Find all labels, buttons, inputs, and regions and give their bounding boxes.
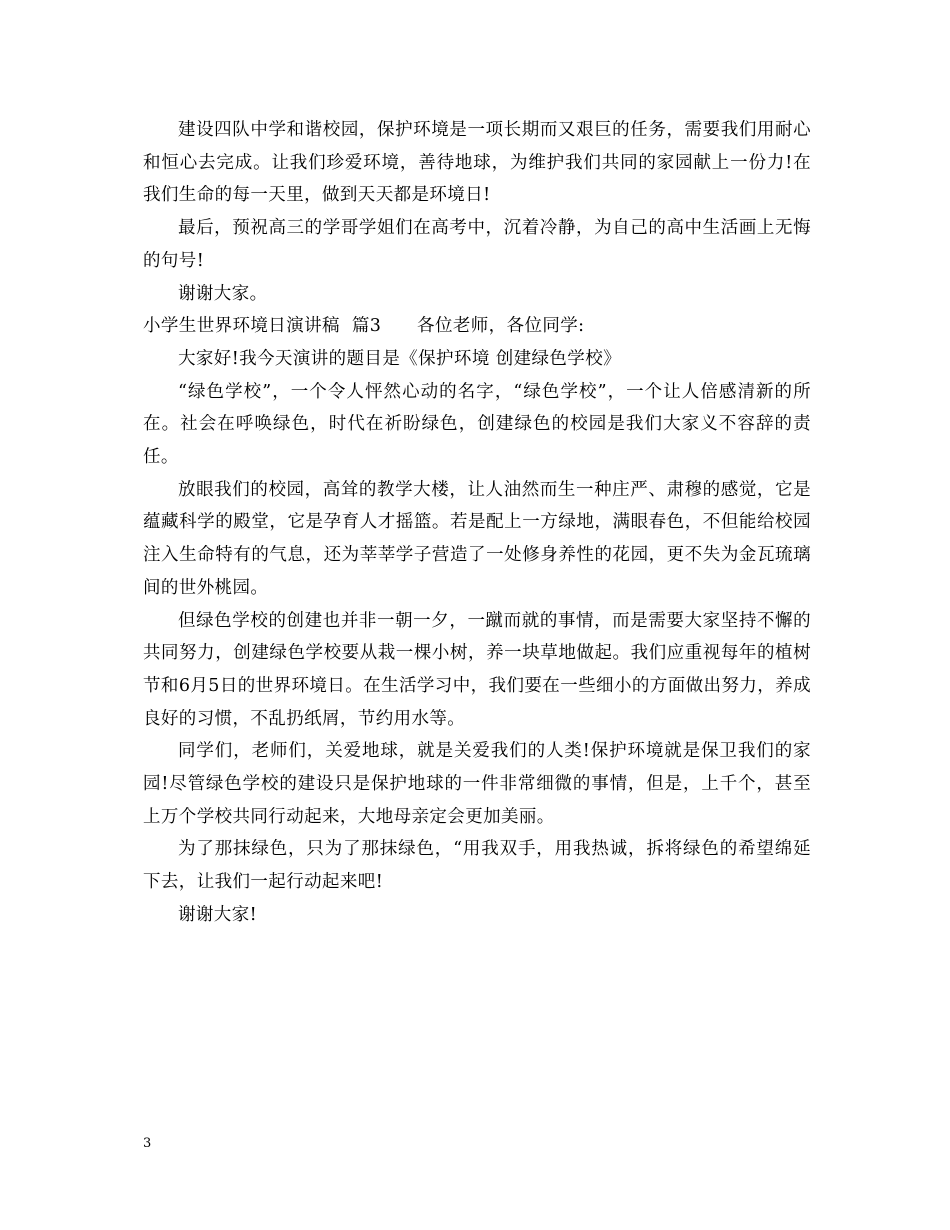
speech-paragraph-6: 为了那抹绿色，只为了那抹绿色，“用我双手，用我热诚，拆将绿色的希望绵延下去，让我们一起行动起来吧! <box>143 839 811 893</box>
speech-paragraph-2: “绿色学校”，一个令人怦然心动的名字，“绿色学校”，一个让人倍感清新的所在。社会在呼唤绿色，时代在祈盼绿色，创建绿色的校园是我们大家义不容辞的责任。 <box>143 381 811 468</box>
section-heading-line <box>143 310 811 343</box>
speech-paragraph-5: 同学们，老师们，关爱地球，就是关爱我们的人类!保护环境就是保卫我们的家园!尽管绿色学校的建设只是保护地球的一件非常细微的事情，但是，上千个，甚至上万个学校共同行动起来，大地母亲定会更加美丽。 <box>143 741 811 827</box>
paragraph-1: 建设四队中学和谐校园，保护环境是一项长期而又艰巨的任务，需要我们用耐心和恒心去完成。让我们珍爱环境，善待地球，为维护我们共同的家园献上一份力!在我们生命的每一天里，做到天天都是环境日! <box>143 120 811 206</box>
speech-paragraph-7: 谢谢大家! <box>178 904 258 925</box>
section-heading: 小学生世界环境日演讲稿 篇3 <box>143 316 382 337</box>
paragraph-2: 最后，预祝高三的学哥学姐们在高考中，沉着冷静，为自己的高中生活画上无悔的句号! <box>143 218 811 271</box>
speech-paragraph-4: 但绿色学校的创建也并非一朝一夕，一蹴而就的事情，而是需要大家坚持不懈的共同努力，创建绿色学校要从栽一棵小树，养一块草地做起。我们应重视每年的植树节和6月5日的世界环境日。在生活学习中，我们要在一些细小的方面做出努力，养成良好的习惯，不乱扔纸屑，节约用水等。 <box>143 610 811 729</box>
speech-paragraph-1: 大家好!我今天演讲的题目是《保护环境 创建绿色学校》 <box>178 348 621 369</box>
salutation: 各位老师，各位同学: <box>417 316 585 337</box>
page-number: 3 <box>143 1136 152 1151</box>
heading-gap <box>381 316 417 336</box>
speech-paragraph-3: 放眼我们的校园，高耸的教学大楼，让人油然而生一种庄严、肃穆的感觉，它是蕴藏科学的殿堂，它是孕育人才摇篮。若是配上一方绿地，满眼春色，不但能给校园注入生命特有的气息，还为莘莘学子营造了一处修身养性的花园，更不失为金瓦琉璃间的世外桃园。 <box>143 479 811 598</box>
paragraph-3: 谢谢大家。 <box>178 283 268 304</box>
document-body <box>143 114 811 932</box>
